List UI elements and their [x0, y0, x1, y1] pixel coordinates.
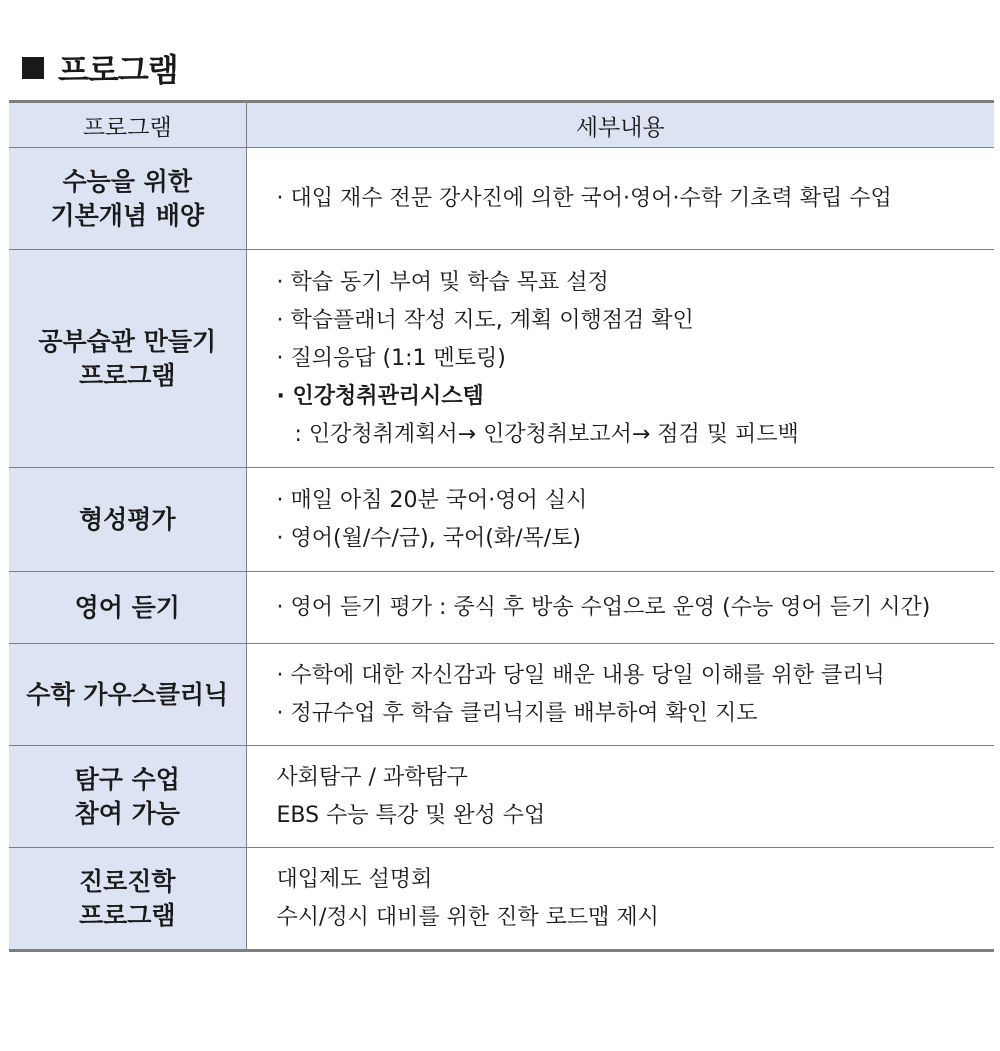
detail-line: : 인강청취계획서→ 인강청취보고서→ 점검 및 피드백 — [294, 421, 799, 447]
program-name-cell — [9, 148, 246, 250]
program-name-line: 탐구 수업 — [74, 764, 180, 794]
program-detail-cell — [246, 644, 994, 746]
table-row — [9, 644, 994, 746]
detail-line: 수시/정시 대비를 위한 진학 로드맵 제시 — [276, 904, 659, 930]
program-name-line: 진로진학 — [78, 866, 176, 896]
header-details: 세부내용 — [246, 102, 994, 148]
detail-line: · 정규수업 후 학습 클리닉지를 배부하여 확인 지도 — [276, 700, 758, 726]
program-name-line: 프로그램 — [78, 360, 176, 390]
program-detail-cell — [246, 572, 994, 644]
detail-line: · 영어(월/수/금), 국어(화/목/토) — [276, 525, 581, 551]
program-name-line: 참여 가능 — [74, 798, 180, 828]
detail-line: · 매일 아침 20분 국어·영어 실시 — [276, 487, 588, 513]
program-detail-cell — [246, 746, 994, 848]
section-title: 프로그램 — [58, 51, 178, 89]
table-header-row — [9, 102, 994, 148]
section-heading — [22, 46, 178, 90]
program-name-cell — [9, 572, 246, 644]
program-name-line: 형성평가 — [78, 504, 176, 534]
table-row — [9, 148, 994, 250]
detail-line: · 학습 동기 부여 및 학습 목표 설정 — [276, 269, 609, 295]
header-program: 프로그램 — [9, 102, 246, 148]
program-name-cell — [9, 250, 246, 468]
program-detail-cell — [246, 250, 994, 468]
program-name-cell — [9, 848, 246, 951]
program-name-line: 수능을 위한 — [62, 166, 192, 196]
program-detail-cell — [246, 468, 994, 572]
detail-line: EBS 수능 특강 및 완성 수업 — [276, 802, 546, 828]
detail-line: · 영어 듣기 평가 : 중식 후 방송 수업으로 운영 (수능 영어 듣기 시간) — [276, 594, 931, 620]
detail-line: · 대입 재수 전문 강사진에 의한 국어·영어·수학 기초력 확립 수업 — [276, 185, 892, 211]
program-name-cell — [9, 746, 246, 848]
program-name-line: 수학 가우스클리닉 — [26, 679, 229, 709]
detail-line: 사회탐구 / 과학탐구 — [276, 764, 468, 790]
table-row — [9, 746, 994, 848]
table-row — [9, 468, 994, 572]
table-body — [9, 148, 994, 951]
program-name-cell — [9, 644, 246, 746]
detail-line: · 인강청취관리시스템 — [276, 383, 484, 409]
program-detail-cell — [246, 848, 994, 951]
program-name-cell — [9, 468, 246, 572]
detail-line: · 학습플래너 작성 지도, 계획 이행점검 확인 — [276, 307, 694, 333]
table-row — [9, 250, 994, 468]
detail-line: · 수학에 대한 자신감과 당일 배운 내용 당일 이해를 위한 클리닉 — [276, 662, 885, 688]
square-bullet-icon — [22, 57, 44, 79]
table-row — [9, 572, 994, 644]
program-detail-cell — [246, 148, 994, 250]
program-name-line: 프로그램 — [78, 900, 176, 930]
program-table — [9, 100, 994, 952]
detail-line: 대입제도 설명회 — [276, 866, 433, 892]
program-name-line: 공부습관 만들기 — [38, 326, 217, 356]
detail-line: · 질의응답 (1:1 멘토링) — [276, 345, 506, 371]
program-name-line: 기본개념 배양 — [50, 200, 205, 230]
program-name-line: 영어 듣기 — [74, 592, 180, 622]
table-row — [9, 848, 994, 951]
